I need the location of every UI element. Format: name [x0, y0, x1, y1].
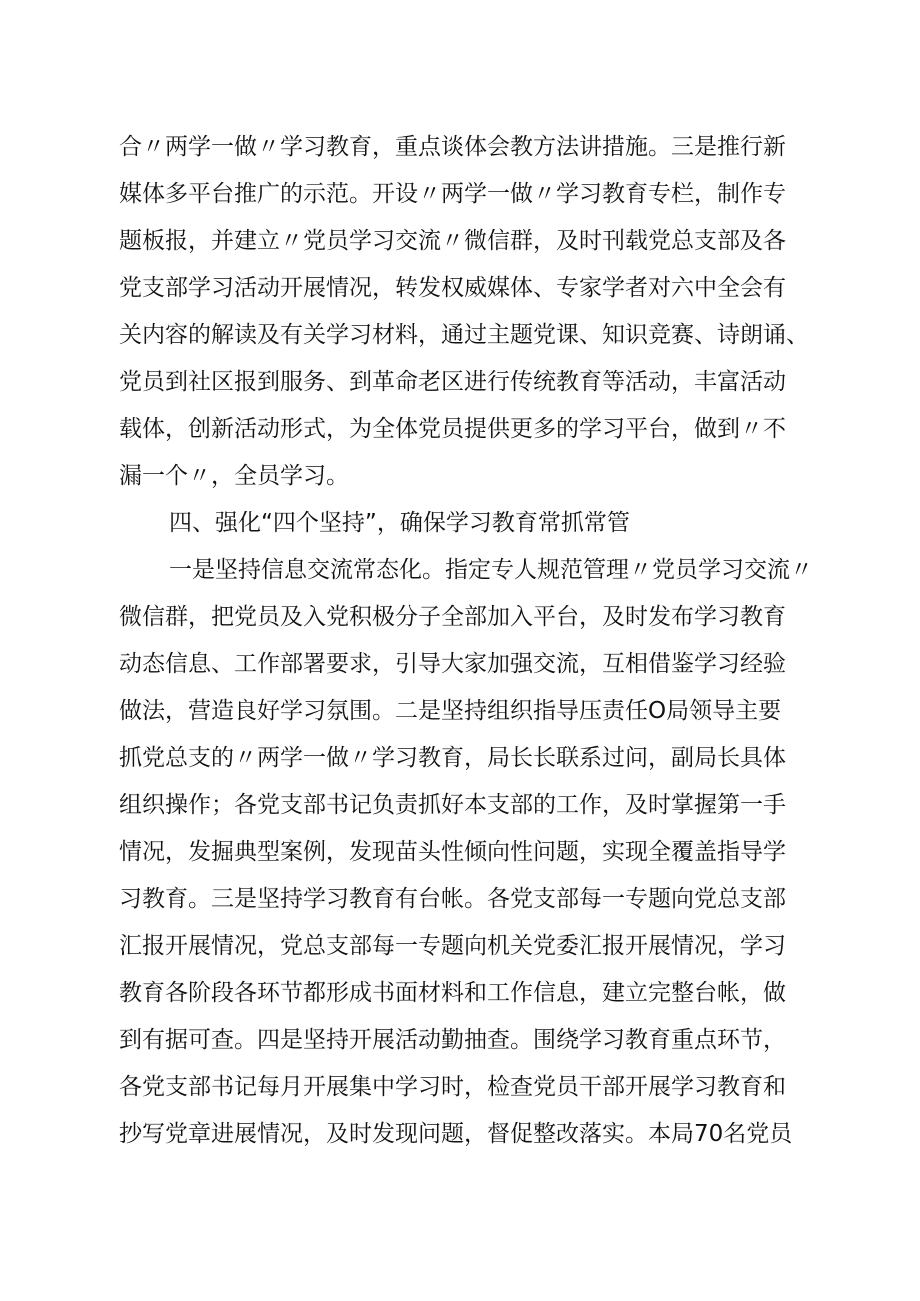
section-heading: 四、强化“四个坚持”，确保学习教育常抓常管 — [169, 510, 630, 536]
text-line-14: 抓党总支的〃两学一做〃学习教育，局长长联系过问，副局长具体 — [119, 745, 786, 771]
text-line-7: 载体，创新活动形式，为全体党员提供更多的学习平台，做到〃不 — [119, 416, 786, 442]
text-line-12: 动态信息、工作部署要求，引导大家加强交流，互相借鉴学习经验 — [119, 651, 786, 677]
text-line-6: 党员到社区报到服务、到革命老区进行传统教育等活动，丰富活动 — [119, 369, 786, 395]
document-body — [119, 124, 819, 1158]
text-line-1: 合〃两学一做〃学习教育，重点谈体会教方法讲措施。三是推行新 — [119, 134, 786, 160]
text-line-16: 情况，发掘典型案例，发现苗头性倾向性问题，实现全覆盖指导学 — [119, 839, 786, 865]
text-line-10: 一是坚持信息交流常态化。指定专人规范管理〃党员学习交流〃 — [169, 557, 813, 583]
text-line-4: 党支部学习活动开展情况，转发权威媒体、专家学者对六中全会有 — [119, 275, 786, 301]
text-line-13: 做法，营造良好学习氛围。二是坚持组织指导压责任O局领导主要 — [119, 698, 782, 724]
text-line-17: 习教育。三是坚持学习教育有台帐。各党支部每一专题向党总支部 — [119, 886, 786, 912]
text-line-2: 媒体多平台推广的示范。开设〃两学一做〃学习教育专栏，制作专 — [119, 181, 786, 207]
text-line-21: 各党支部书记每月开展集中学习时，检查党员干部开展学习教育和 — [119, 1074, 786, 1100]
text-line-11: 微信群，把党员及入党积极分子全部加入平台，及时发布学习教育 — [119, 604, 786, 630]
text-line-15: 组织操作；各党支部书记负责抓好本支部的工作，及时掌握第一手 — [119, 792, 786, 818]
text-line-19: 教育各阶段各环节都形成书面材料和工作信息，建立完整台帐，做 — [119, 980, 786, 1006]
text-line-20: 到有据可查。四是坚持开展活动勤抽查。围绕学习教育重点环节， — [119, 1027, 786, 1053]
text-line-3: 题板报，并建立〃党员学习交流〃微信群，及时刊载党总支部及各 — [119, 228, 786, 254]
text-line-8: 漏一个〃，全员学习。 — [119, 463, 349, 489]
text-line-5: 关内容的解读及有关学习材料，通过主题党课、知识竞赛、诗朗诵、 — [119, 322, 809, 348]
text-line-18: 汇报开展情况，党总支部每一专题向机关党委汇报开展情况，学习 — [119, 933, 786, 959]
text-line-22: 抄写党章进展情况，及时发现问题，督促整改落实。本局70名党员 — [119, 1121, 793, 1147]
